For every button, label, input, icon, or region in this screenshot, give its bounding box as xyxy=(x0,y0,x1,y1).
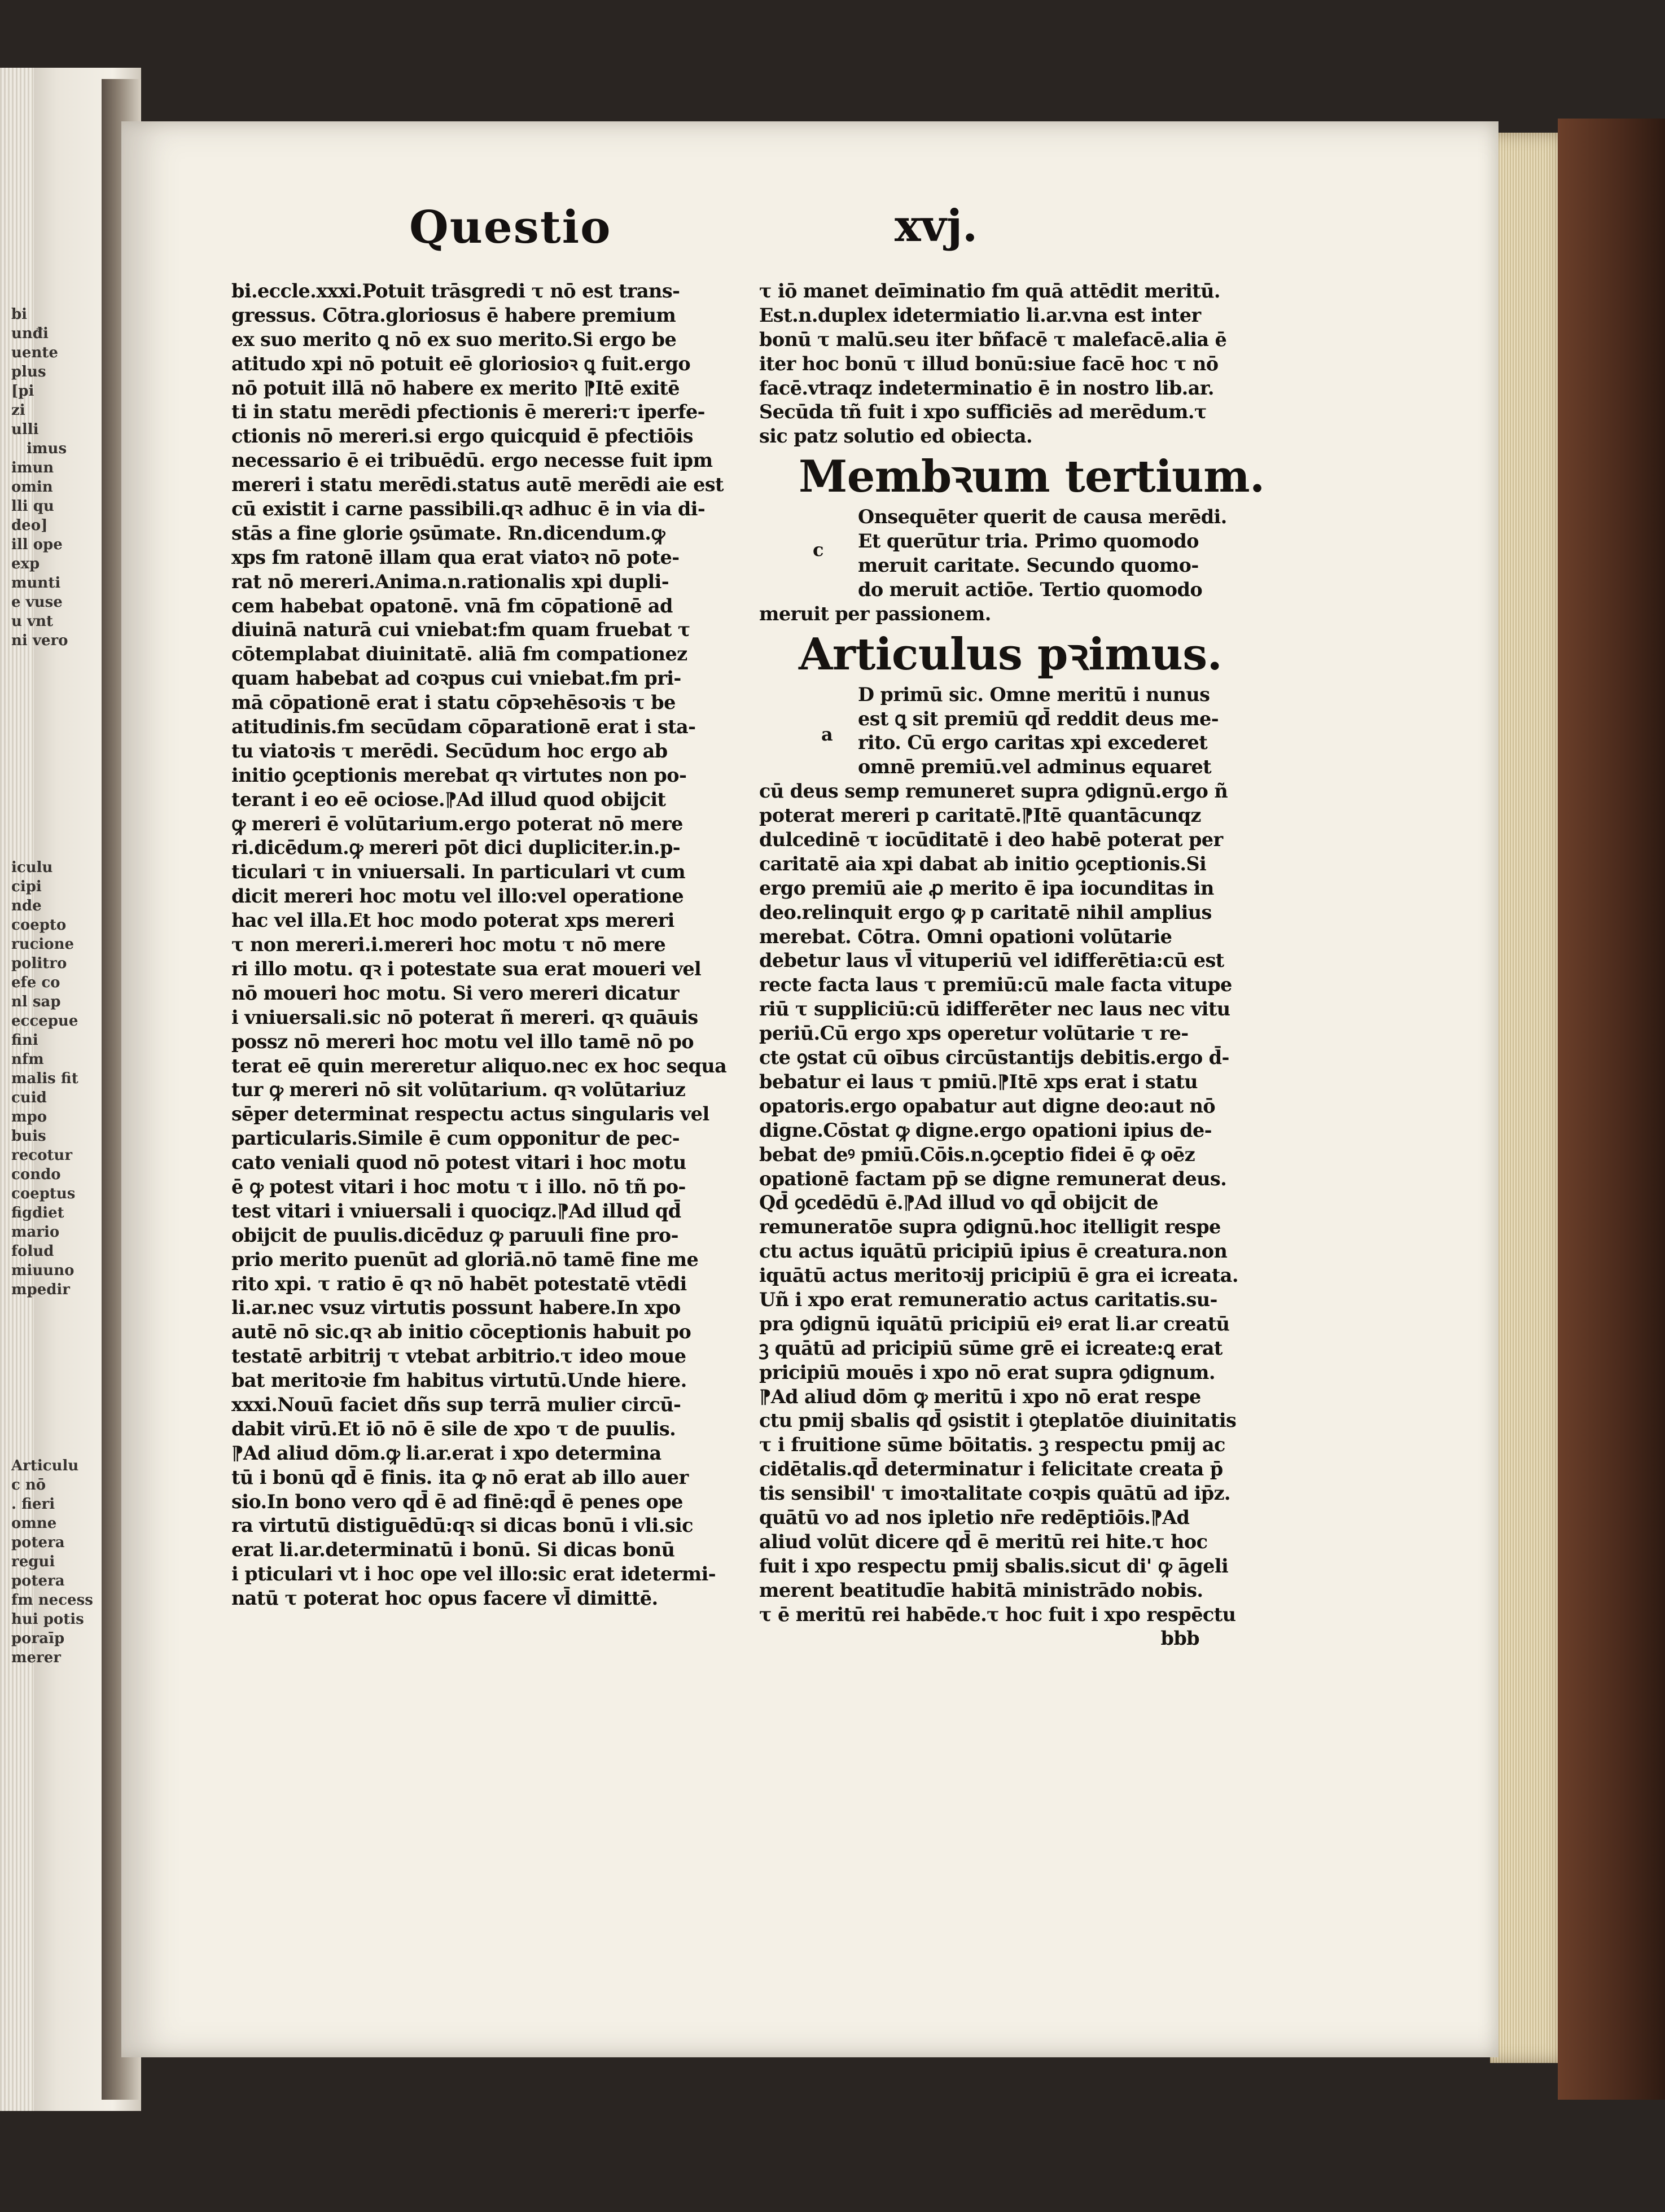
left-page-fragment-middle: iculu cipi nde coepto rucione politro efe co nl sap eccepue fini nfm malis fit cuid mpo buis recotur condo coeptus figdiet mario folud miuuno mpedir xyxy=(11,859,78,1298)
text-line: obijcit de puulis.dicēduz ꝙ paruuli fine pro- xyxy=(231,1224,678,1246)
text-line: test vitari i vniuersali i quociqz.⁋Ad illud qd̄ xyxy=(231,1199,681,1222)
text-line: dicit mereri hoc motu vel illo:vel operatione xyxy=(231,885,684,908)
text-line: fuit i xpo respectu pmij sbalis.sicut di' ꝙ āgeli xyxy=(759,1554,1229,1577)
text-line: meruit per passionem. xyxy=(759,602,991,625)
text-line: nō moueri hoc motu. Si vero mereri dicatur xyxy=(231,982,679,1004)
text-line: ē ꝙ potest vitari i hoc motu τ i illo. nō tñ po- xyxy=(231,1175,686,1198)
text-line: ex suo merito ꝗ nō ex suo merito.Si ergo be xyxy=(231,328,677,351)
text-line: digne.Cōstat ꝙ digne.ergo opationi ipius de- xyxy=(759,1119,1212,1141)
text-line: ergo premiū aie ꝓ merito ē ipa iocunditas in xyxy=(759,877,1214,899)
text-line: nō potuit illā nō habere ex merito ⁋Itē exitē xyxy=(231,376,680,399)
text-line: est ꝗ sit premiū qd̄ reddit deus me- xyxy=(858,707,1219,730)
text-line: xxxi.Nouū faciet dñs sup terrā mulier circū- xyxy=(231,1393,681,1416)
running-title: Questio xyxy=(409,200,612,253)
text-line: ri.dicēdum.ꝙ mereri pōt dici dupliciter.in.p- xyxy=(231,836,681,859)
text-line: particularis.Simile ē cum opponitur de pec- xyxy=(231,1127,680,1150)
text-line: cato veniali quod nō potest vitari i hoc motu xyxy=(231,1151,686,1174)
text-line: Et querūtur tria. Primo quomodo xyxy=(858,530,1199,553)
text-line: aliud volūt dicere qd̄ ē meritū rei hite.τ hoc xyxy=(759,1530,1208,1553)
text-line: ⁋Ad aliud dōm ꝙ meritū i xpo nō erat respe xyxy=(759,1385,1201,1408)
text-line: ꝫ quātū ad pricipiū sūme grē ei icreate:ꝗ erat xyxy=(759,1337,1223,1359)
text-line: τ iō manet deīminatio fm quā attēdit meritū. xyxy=(759,280,1220,302)
page-header xyxy=(409,200,1086,268)
text-line: tis sensibil' τ imoꝛtalitate coꝛpis quātū ad ip̄z. xyxy=(759,1482,1231,1505)
text-line: necessario ē ei tribuēdū. ergo necesse fuit ipm xyxy=(231,449,713,472)
text-line: meruit caritate. Secundo quomo- xyxy=(858,554,1199,577)
text-line: atitudinis.fm secūdam cōparationē erat i sta- xyxy=(231,716,696,738)
text-line: sio.In bono vero qd̄ ē ad finē:qd̄ ē penes ope xyxy=(231,1490,683,1513)
text-line: bebat deꝰ pmiū.Cōis.n.ꝯceptio fidei ē ꝙ oēz xyxy=(759,1143,1195,1166)
text-line: ri illo motu. qꝛ i potestate sua erat moueri vel xyxy=(231,957,702,980)
text-line: do meruit actiōe. Tertio quomodo xyxy=(858,578,1203,601)
text-line: cū deus semp remuneret supra ꝯdignū.ergo ñ xyxy=(759,780,1228,803)
signature-mark: bbb xyxy=(1160,1627,1199,1650)
text-line: possz nō mereri hoc motu vel illo tamē nō po xyxy=(231,1030,694,1053)
text-line: rito xpi. τ ratio ē qꝛ nō habēt potestatē vtēdi xyxy=(231,1272,687,1295)
text-line: bonū τ malū.seu iter bñfacē τ malefacē.alia ē xyxy=(759,328,1227,351)
text-line: ⁋Ad aliud dōm.ꝙ li.ar.erat i xpo determina xyxy=(231,1442,661,1464)
text-line: tu viatoꝛis τ merēdi. Secūdum hoc ergo ab xyxy=(231,739,668,762)
text-line: terant i eo eē ociose.⁋Ad illud quod obijcit xyxy=(231,788,666,811)
text-line: terat eē quin mereretur aliquo.nec ex hoc sequa xyxy=(231,1054,727,1077)
text-line: ctu actus iquātū pricipiū ipius ē creatura.non xyxy=(759,1240,1228,1263)
text-line: gressus. Cōtra.gloriosus ē habere premium xyxy=(231,304,676,326)
text-line: stās a fine glorie ꝯsūmate. Rn.dicendum.ꝙ xyxy=(231,522,665,544)
text-line: Secūda tñ fuit i xpo sufficiēs ad merēdum.τ xyxy=(759,401,1207,423)
text-line: D primū sic. Omne meritū i nunus xyxy=(858,683,1210,706)
text-line: cte ꝯstat cū oībus circūstantijs debitis.ergo d̄- xyxy=(759,1046,1229,1069)
folio-number: xvj. xyxy=(895,200,978,252)
text-line: pricipiū mouēs i xpo nō erat supra ꝯdignum. xyxy=(759,1361,1215,1383)
text-line: bat meritoꝛie fm habitus virtutū.Unde hiere. xyxy=(231,1369,687,1392)
text-line: iquātū actus meritoꝛij pricipiū ē gra ei icreata. xyxy=(759,1264,1238,1287)
text-line: prio merito puenūt ad gloriā.nō tamē fine me xyxy=(231,1248,699,1271)
left-page-fragment-bottom: Articulu c nō . fieri omne potera regui potera fm necess hui potis poraīp merer xyxy=(11,1457,93,1666)
text-line: dulcedinē τ iocūditatē i deo habē poterat per xyxy=(759,829,1223,851)
text-line: facē.vtraqz indeterminatio ē in nostro lib.ar. xyxy=(759,376,1214,399)
text-line: atitudo xpi nō potuit eē gloriosioꝛ ꝗ fuit.ergo xyxy=(231,352,691,375)
text-line: li.ar.nec vsuz virtutis possunt habere.In xpo xyxy=(231,1296,681,1319)
text-line: debetur laus vl̄ vituperiū vel idifferētia:cū est xyxy=(759,949,1224,972)
section-heading-membrum: Membꝛum tertium. xyxy=(799,451,1265,503)
text-line: cū existit i carne passibili.qꝛ adhuc ē in via di- xyxy=(231,498,706,520)
text-line: omnē premiū.vel adminus equaret xyxy=(858,756,1212,778)
text-line: initio ꝯceptionis merebat qꝛ virtutes non po- xyxy=(231,764,687,786)
text-line: bebatur ei laus τ pmiū.⁋Itē xps erat i statu xyxy=(759,1070,1198,1093)
text-line: Onsequēter querit de causa merēdi. xyxy=(858,506,1227,528)
text-line: i pticulari vt i hoc ope vel illo:sic erat idetermi- xyxy=(231,1563,716,1585)
text-line: opatoris.ergo opabatur aut digne deo:aut nō xyxy=(759,1094,1215,1117)
text-line: Est.n.duplex idetermiatio li.ar.vna est inter xyxy=(759,304,1201,326)
text-line: τ ē meritū rei habēde.τ hoc fuit i xpo respēctu xyxy=(759,1603,1236,1626)
text-line: Uñ i xpo erat remuneratio actus caritatis.su- xyxy=(759,1288,1217,1311)
text-line: τ i fruitione sūme bōitatis. ꝫ respectu pmij ac xyxy=(759,1434,1225,1456)
text-line: riū τ suppliciū:cū idifferēter nec laus nec vitu xyxy=(759,998,1230,1020)
text-column-left xyxy=(231,279,734,1611)
text-line: ra virtutū distiguēdū:qꝛ si dicas bonū i vli.sic xyxy=(231,1514,693,1537)
text-line: remuneratōe supra ꝯdignū.hoc itelligit respe xyxy=(759,1216,1221,1238)
text-line: ctionis nō mereri.si ergo quicquid ē pfectiōis xyxy=(231,425,693,448)
margin-letter-c: c xyxy=(813,539,824,560)
text-line: rito. Cū ergo caritas xpi excederet xyxy=(858,732,1208,754)
text-line: Qd̄ ꝯcedēdū ē.⁋Ad illud vo qd̄ obijcit de xyxy=(759,1192,1159,1214)
text-line: opationē factam pp̄ se digne remunerat deus. xyxy=(759,1167,1227,1190)
text-line: tū i bonū qd̄ ē finis. ita ꝙ nō erat ab illo auer xyxy=(231,1466,689,1488)
text-line: ctu pmij sbalis qd̄ ꝯsistit i ꝯteplatōe diuinitatis xyxy=(759,1409,1237,1432)
text-line: sēper determinat respectu actus singularis vel xyxy=(231,1103,709,1125)
left-page-fragment-top: bi unđi uente plus [pi zi ulli imus imun omin lli qu deo] ill ope exp munti e vuse u vnt ni vero xyxy=(11,306,68,649)
text-line: rat nō mereri.Anima.n.rationalis xpi dupli- xyxy=(231,570,669,593)
text-line: diuinā naturā cui vniebat:fm quam fruebat τ xyxy=(231,619,690,641)
text-line: natū τ poterat hoc opus facere vl̄ dimittē. xyxy=(231,1587,658,1610)
text-line: recte facta laus τ premiū:cū male facta vitupe xyxy=(759,974,1232,996)
text-line: testatē arbitrij τ vtebat arbitrio.τ ideo moue xyxy=(231,1345,686,1368)
text-line: caritatē aia xpi dabat ab initio ꝯceptionis.Si xyxy=(759,852,1207,875)
text-line: mā cōpationē erat i statu cōpꝛehēsoꝛis τ be xyxy=(231,691,676,714)
text-line: iter hoc bonū τ illud bonū:siue facē hoc τ nō xyxy=(759,352,1219,375)
text-line: cōtemplabat diuinitatē. aliā fm compationez xyxy=(231,643,687,665)
text-line: τ non mereri.i.mereri hoc motu τ nō mere xyxy=(231,934,666,956)
text-line: xps fm ratonē illam qua erat viatoꝛ nō pote- xyxy=(231,546,680,568)
text-line: merent beatitudīe habitā ministrādo nobis. xyxy=(759,1579,1203,1601)
text-line: quātū vo ad nos ipletio nr̄e redēptiōis.⁋Ad xyxy=(759,1506,1190,1528)
section-heading-articulus: Articulus pꝛimus. xyxy=(799,628,1223,680)
text-line: deo.relinquit ergo ꝙ p caritatē nihil amplius xyxy=(759,901,1212,923)
text-column-right xyxy=(759,279,1265,1651)
text-line: sic patz solutio ed obiecta. xyxy=(759,425,1033,448)
text-line: tur ꝙ mereri nō sit volūtarium. qꝛ volūtariuz xyxy=(231,1079,686,1101)
text-line: pra ꝯdignū iquātū pricipiū eiꝰ erat li.ar creatū xyxy=(759,1312,1230,1335)
text-line: ticulari τ in vniuersali. In particulari vt cum xyxy=(231,861,686,883)
book-cover xyxy=(1558,119,1665,2100)
text-line: quam habebat ad coꝛpus cui vniebat.fm pri- xyxy=(231,667,681,690)
text-line: poterat mereri p caritatē.⁋Itē quantācunqz xyxy=(759,804,1201,827)
text-line: ti in statu merēdi pfectionis ē mereri:τ iperfe- xyxy=(231,401,705,423)
text-line: i vniuersali.sic nō poterat ñ mereri. qꝛ quāuis xyxy=(231,1006,698,1028)
text-line: periū.Cū ergo xps operetur volūtarie τ re- xyxy=(759,1022,1189,1045)
text-line: autē nō sic.qꝛ ab initio cōceptionis habuit po xyxy=(231,1321,691,1343)
text-line: erat li.ar.determinatū i bonū. Si dicas bonū xyxy=(231,1539,675,1561)
text-line: cidētalis.qd̄ determinatur i felicitate creata p̄ xyxy=(759,1458,1223,1480)
margin-letter-a: a xyxy=(821,724,833,745)
text-line: ꝙ mereri ē volūtarium.ergo poterat nō mere xyxy=(231,812,683,835)
text-line: bi.eccle.xxxi.Potuit trāsgredi τ nō est trans- xyxy=(231,280,680,302)
text-line: dabit virū.Et iō nō ē sile de xpo τ de puulis. xyxy=(231,1417,676,1440)
text-line: hac vel illa.Et hoc modo poterat xps mereri xyxy=(231,909,674,932)
text-line: mereri i statu merēdi.status autē merēdi aie est xyxy=(231,474,724,496)
text-line: merebat. Cōtra. Omni opationi volūtarie xyxy=(759,925,1172,948)
text-line: cem habebat opatonē. vnā fm cōpationē ad xyxy=(231,594,673,617)
